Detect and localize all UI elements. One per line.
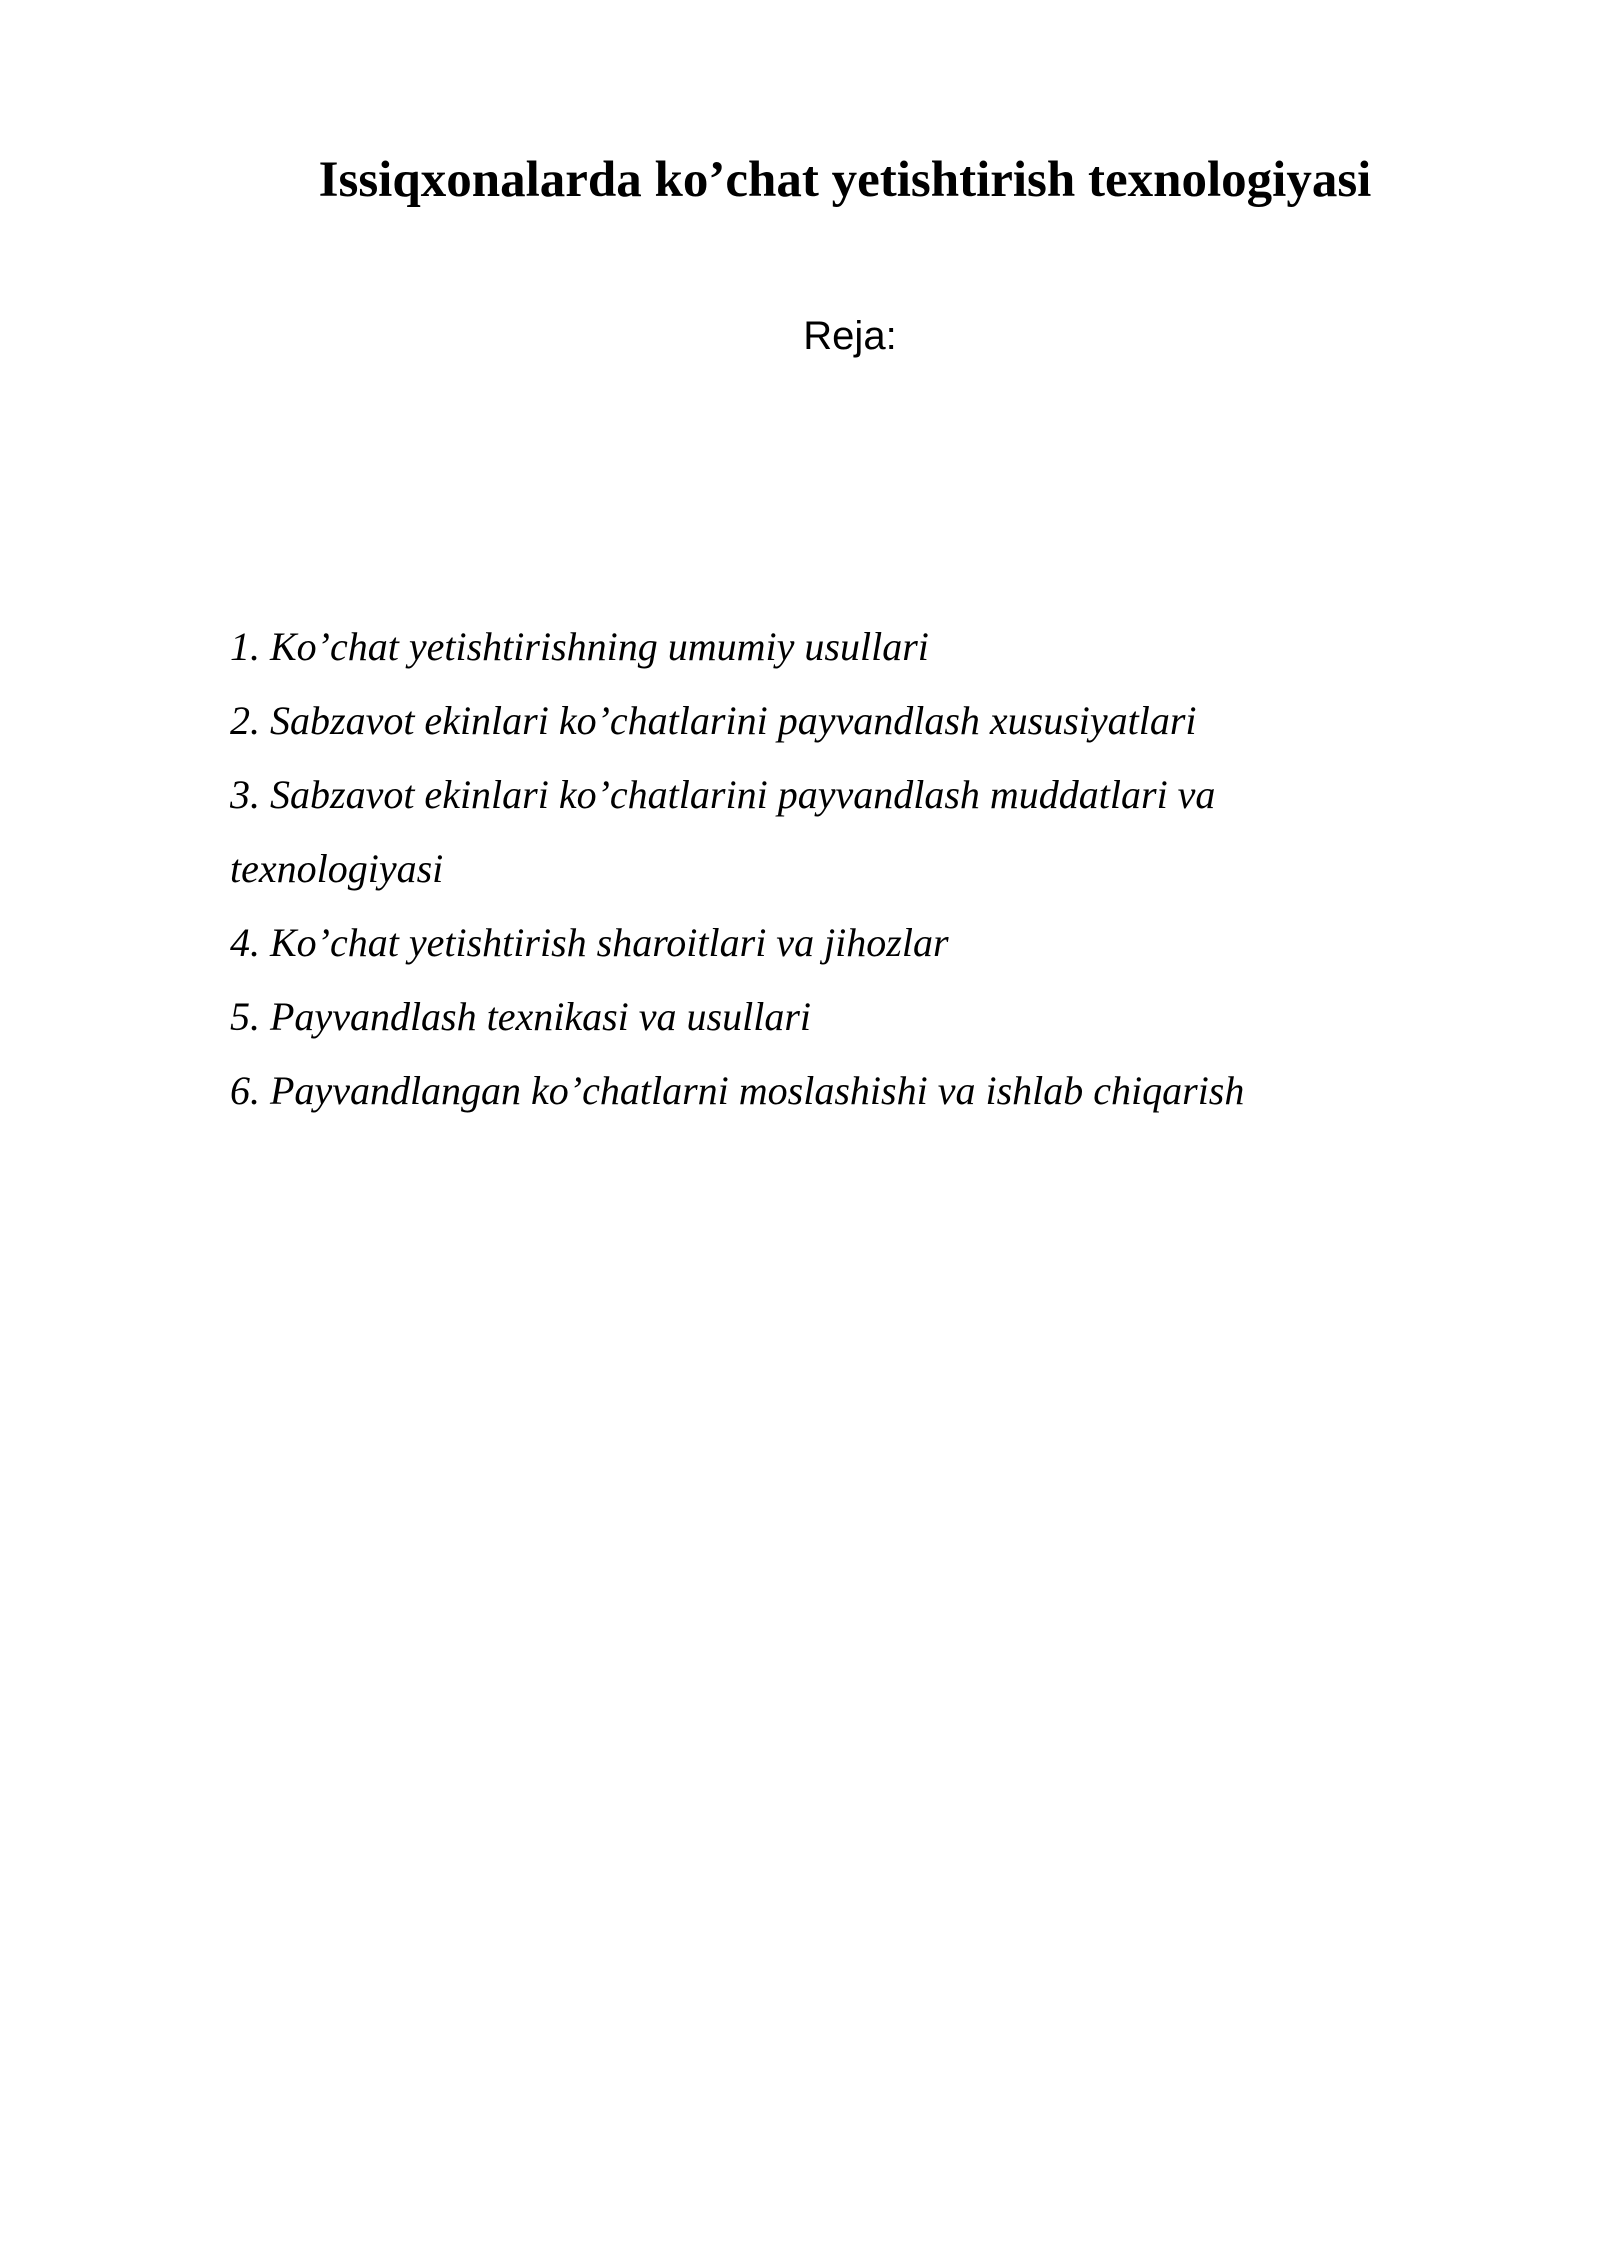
plan-item-1	[230, 610, 1380, 684]
plan-item-text: Ko’chat yetishtirishning umumiy usullari	[270, 624, 929, 669]
document-title: Issiqxonalarda ko’chat yetishtirish texnologiyasi	[318, 152, 1372, 208]
plan-heading: Reja:	[803, 314, 897, 358]
plan-item-number: 4.	[230, 920, 260, 965]
plan-item-2	[230, 684, 1380, 758]
plan-item-number: 3.	[230, 772, 260, 817]
plan-item-6	[230, 1054, 1380, 1128]
plan-item-4	[230, 906, 1380, 980]
plan-item-text: Payvandlangan ko’chatlarni moslashishi va ishlab chiqarish	[270, 1068, 1245, 1113]
plan-item-number: 5.	[230, 994, 260, 1039]
plan-item-text: Sabzavot ekinlari ko’chatlarini payvandlash xususiyatlari	[270, 698, 1197, 743]
plan-item-number: 2.	[230, 698, 260, 743]
plan-item-text: Sabzavot ekinlari ko’chatlarini payvandlash muddatlari va texnologiyasi	[230, 772, 1216, 891]
plan-item-text: Ko’chat yetishtirish sharoitlari va jihozlar	[270, 920, 949, 965]
plan-item-text: Payvandlash texnikasi va usullari	[270, 994, 812, 1039]
plan-item-number: 6.	[230, 1068, 260, 1113]
plan-item-3	[230, 758, 1380, 906]
plan-item-number: 1.	[230, 624, 260, 669]
plan-list	[230, 610, 1380, 1128]
plan-item-5	[230, 980, 1380, 1054]
